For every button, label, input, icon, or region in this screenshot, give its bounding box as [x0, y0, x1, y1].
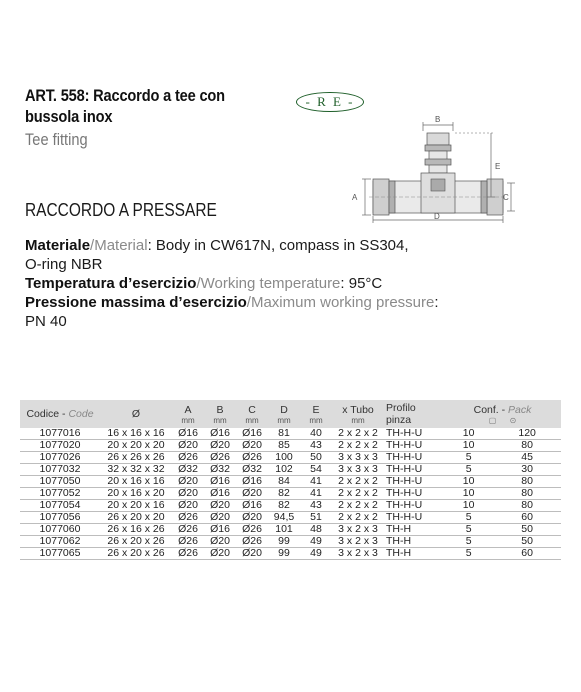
spec-pressure-value: PN 40	[25, 313, 67, 330]
table-cell: 2 x 2 x 2	[332, 488, 384, 500]
table-cell: 1077052	[20, 488, 100, 500]
table-row	[20, 464, 561, 476]
table-cell: Ø26	[172, 524, 204, 536]
table-cell: Ø16	[204, 428, 236, 440]
table-cell: 3 x 3 x 3	[332, 464, 384, 476]
table-cell: Ø20	[172, 488, 204, 500]
table-header-row	[20, 400, 561, 428]
col-a-label: A	[184, 403, 192, 416]
table-cell: 60	[493, 512, 561, 524]
table-cell: 5	[444, 548, 493, 560]
table-cell: Ø20	[236, 512, 268, 524]
table-cell: Ø16	[204, 476, 236, 488]
table-cell: 10	[444, 500, 493, 512]
table-cell: 1077016	[20, 428, 100, 440]
product-subtitle: Tee fitting	[25, 130, 88, 149]
table-row	[20, 488, 561, 500]
table-cell: Ø16	[236, 476, 268, 488]
table-cell: TH-H-U	[384, 428, 444, 440]
dim-label-b: B	[435, 115, 441, 124]
carton-icon: ⊙	[509, 415, 517, 425]
table-row	[20, 452, 561, 464]
table-cell: 1077050	[20, 476, 100, 488]
table-row	[20, 524, 561, 536]
table-cell: 94,5	[268, 512, 300, 524]
table-cell: 32 x 32 x 32	[100, 464, 172, 476]
table-cell: 51	[300, 512, 332, 524]
logo-text: - R E -	[305, 94, 355, 109]
col-b-unit: mm	[213, 415, 227, 425]
table-cell: Ø26	[172, 536, 204, 548]
table-cell: Ø26	[172, 452, 204, 464]
table-cell: TH-H-U	[384, 464, 444, 476]
spec-pressure	[25, 293, 545, 312]
table-cell: 54	[300, 464, 332, 476]
table-cell: 40	[300, 428, 332, 440]
table-cell: Ø20	[236, 548, 268, 560]
product-title: ART. 558: Raccordo a tee con bussola inox	[25, 86, 225, 126]
table-cell: Ø20	[204, 500, 236, 512]
table-cell: 1077020	[20, 440, 100, 452]
table-cell: 1077026	[20, 452, 100, 464]
col-code-label-en: Code	[68, 408, 94, 420]
dim-label-c: C	[503, 193, 509, 202]
table-cell: 80	[493, 488, 561, 500]
table-cell: Ø16	[236, 428, 268, 440]
table-cell: TH-H-U	[384, 500, 444, 512]
col-c-unit: mm	[245, 415, 259, 425]
table-cell: TH-H-U	[384, 488, 444, 500]
table-cell: 5	[444, 524, 493, 536]
table-row	[20, 548, 561, 560]
spec-temperature-label: Temperatura d’esercizio	[25, 275, 197, 292]
table-cell: Ø32	[236, 464, 268, 476]
table-cell: 102	[268, 464, 300, 476]
table-cell: 20 x 20 x 20	[100, 440, 172, 452]
table-cell: TH-H-U	[384, 440, 444, 452]
section-title: RACCORDO A PRESSARE	[25, 200, 217, 220]
table-cell: 85	[268, 440, 300, 452]
table-cell: 82	[268, 500, 300, 512]
table-cell: 10	[444, 476, 493, 488]
col-code	[20, 400, 100, 428]
spec-temperature	[25, 274, 545, 293]
table-cell: 2 x 2 x 2	[332, 512, 384, 524]
col-c-label: C	[248, 403, 256, 416]
table-cell: 5	[444, 452, 493, 464]
table-cell: 3 x 3 x 3	[332, 452, 384, 464]
table-cell: 99	[268, 536, 300, 548]
col-pack-label: Conf. -	[473, 403, 509, 416]
table-cell: 10	[444, 428, 493, 440]
table-cell: Ø26	[236, 536, 268, 548]
dim-label-e: E	[495, 162, 501, 171]
table-cell: 99	[268, 548, 300, 560]
table-cell: 82	[268, 488, 300, 500]
dim-label-a: A	[352, 193, 358, 202]
col-b	[204, 400, 236, 428]
table-row	[20, 440, 561, 452]
table-row	[20, 500, 561, 512]
table-cell: 3 x 2 x 3	[332, 524, 384, 536]
table-cell: 1077060	[20, 524, 100, 536]
table-cell: Ø20	[204, 440, 236, 452]
dim-label-d: D	[434, 212, 440, 221]
table-cell: Ø26	[236, 524, 268, 536]
table-cell: TH-H-U	[384, 452, 444, 464]
brand-logo	[296, 92, 364, 114]
table-cell: 43	[300, 500, 332, 512]
table-cell: 26 x 16 x 26	[100, 524, 172, 536]
table-cell: 26 x 26 x 26	[100, 452, 172, 464]
col-d	[268, 400, 300, 428]
spec-material	[25, 236, 545, 255]
table-cell: Ø26	[204, 452, 236, 464]
table-row	[20, 512, 561, 524]
box-icon: ▢	[488, 415, 497, 425]
table-cell: 50	[493, 524, 561, 536]
table-cell: 1077054	[20, 500, 100, 512]
col-e-unit: mm	[309, 415, 323, 425]
table-cell: 26 x 20 x 26	[100, 536, 172, 548]
table-cell: 5	[444, 464, 493, 476]
col-d-unit: mm	[277, 415, 291, 425]
table-cell: Ø26	[172, 548, 204, 560]
table-cell: 1077032	[20, 464, 100, 476]
table-cell: 2 x 2 x 2	[332, 500, 384, 512]
col-diameter: Ø	[100, 400, 172, 428]
spec-material-value: : Body in CW617N, compass in SS304,	[147, 237, 409, 254]
table-cell: 81	[268, 428, 300, 440]
table-cell: 20 x 20 x 16	[100, 500, 172, 512]
table-cell: 48	[300, 524, 332, 536]
table-cell: 1077065	[20, 548, 100, 560]
table-cell: 50	[493, 536, 561, 548]
col-e-label: E	[312, 403, 320, 416]
table-cell: Ø20	[204, 536, 236, 548]
col-tube-label: x Tubo	[342, 403, 374, 416]
table-cell: Ø20	[204, 512, 236, 524]
col-e	[300, 400, 332, 428]
product-table	[20, 400, 561, 560]
table-cell: 26 x 20 x 26	[100, 548, 172, 560]
table-cell: 101	[268, 524, 300, 536]
col-b-label: B	[216, 403, 224, 416]
tee-fitting-diagram	[343, 113, 523, 228]
table-cell: 26 x 20 x 20	[100, 512, 172, 524]
table-cell: 49	[300, 548, 332, 560]
spec-temperature-value: : 95°C	[340, 275, 383, 292]
table-cell: Ø20	[236, 488, 268, 500]
table-cell: Ø20	[204, 548, 236, 560]
table-cell: 1077056	[20, 512, 100, 524]
table-body	[20, 428, 561, 560]
spec-material-label: Materiale	[25, 237, 91, 254]
table-cell: 16 x 16 x 16	[100, 428, 172, 440]
table-cell: 20 x 16 x 20	[100, 488, 172, 500]
table-cell: 60	[493, 548, 561, 560]
table-cell: 5	[444, 512, 493, 524]
table-cell: Ø32	[204, 464, 236, 476]
table-cell: 100	[268, 452, 300, 464]
col-tube-unit: mm	[351, 415, 365, 425]
table-cell: 80	[493, 476, 561, 488]
pack-icons	[446, 416, 559, 425]
col-pack-label-en: Pack	[508, 403, 532, 416]
table-cell: 41	[300, 488, 332, 500]
table-cell: Ø20	[172, 500, 204, 512]
table-cell: 5	[444, 536, 493, 548]
table-row	[20, 428, 561, 440]
table-cell: 120	[493, 428, 561, 440]
col-a	[172, 400, 204, 428]
table-cell: Ø26	[236, 452, 268, 464]
table-row	[20, 476, 561, 488]
table-cell: Ø16	[172, 428, 204, 440]
table-cell: 10	[444, 488, 493, 500]
table-cell: 80	[493, 500, 561, 512]
col-jaw: Profilo pinza	[384, 400, 444, 428]
table-cell: Ø26	[172, 512, 204, 524]
col-d-label: D	[280, 403, 288, 416]
table-cell: 41	[300, 476, 332, 488]
table-cell: Ø20	[172, 476, 204, 488]
table-cell: 20 x 16 x 16	[100, 476, 172, 488]
table-cell: TH-H	[384, 548, 444, 560]
table-cell: Ø16	[204, 524, 236, 536]
table-cell: 3 x 2 x 3	[332, 548, 384, 560]
table-cell: 50	[300, 452, 332, 464]
table-cell: 45	[493, 452, 561, 464]
table-cell: 2 x 2 x 2	[332, 476, 384, 488]
table-cell: TH-H-U	[384, 512, 444, 524]
table-cell: 2 x 2 x 2	[332, 428, 384, 440]
table-cell: 30	[493, 464, 561, 476]
col-code-label: Codice -	[26, 408, 69, 420]
table-cell: 80	[493, 440, 561, 452]
table-cell: 3 x 2 x 3	[332, 536, 384, 548]
col-tube	[332, 400, 384, 428]
table-cell: 2 x 2 x 2	[332, 440, 384, 452]
col-c	[236, 400, 268, 428]
specifications	[25, 236, 545, 331]
table-cell: 43	[300, 440, 332, 452]
table-cell: Ø16	[236, 500, 268, 512]
table-cell: 1077062	[20, 536, 100, 548]
col-a-unit: mm	[181, 415, 195, 425]
spec-pressure-label: Pressione massima d’esercizio	[25, 294, 247, 311]
table-row	[20, 536, 561, 548]
spec-pressure-label-en: /Maximum working pressure	[246, 294, 435, 311]
spec-material-cont: O-ring NBR	[25, 256, 103, 273]
col-pack	[444, 400, 561, 428]
table-cell: Ø32	[172, 464, 204, 476]
table-cell: TH-H	[384, 524, 444, 536]
table-cell: Ø20	[172, 440, 204, 452]
table-cell: 10	[444, 440, 493, 452]
table-cell: TH-H-U	[384, 476, 444, 488]
table-cell: TH-H	[384, 536, 444, 548]
table-cell: Ø20	[236, 440, 268, 452]
table-cell: 49	[300, 536, 332, 548]
spec-pressure-colon: :	[434, 294, 439, 311]
spec-material-label-en: /Material	[90, 237, 148, 254]
table-cell: 84	[268, 476, 300, 488]
table-cell: Ø16	[204, 488, 236, 500]
spec-temperature-label-en: /Working temperature	[196, 275, 341, 292]
